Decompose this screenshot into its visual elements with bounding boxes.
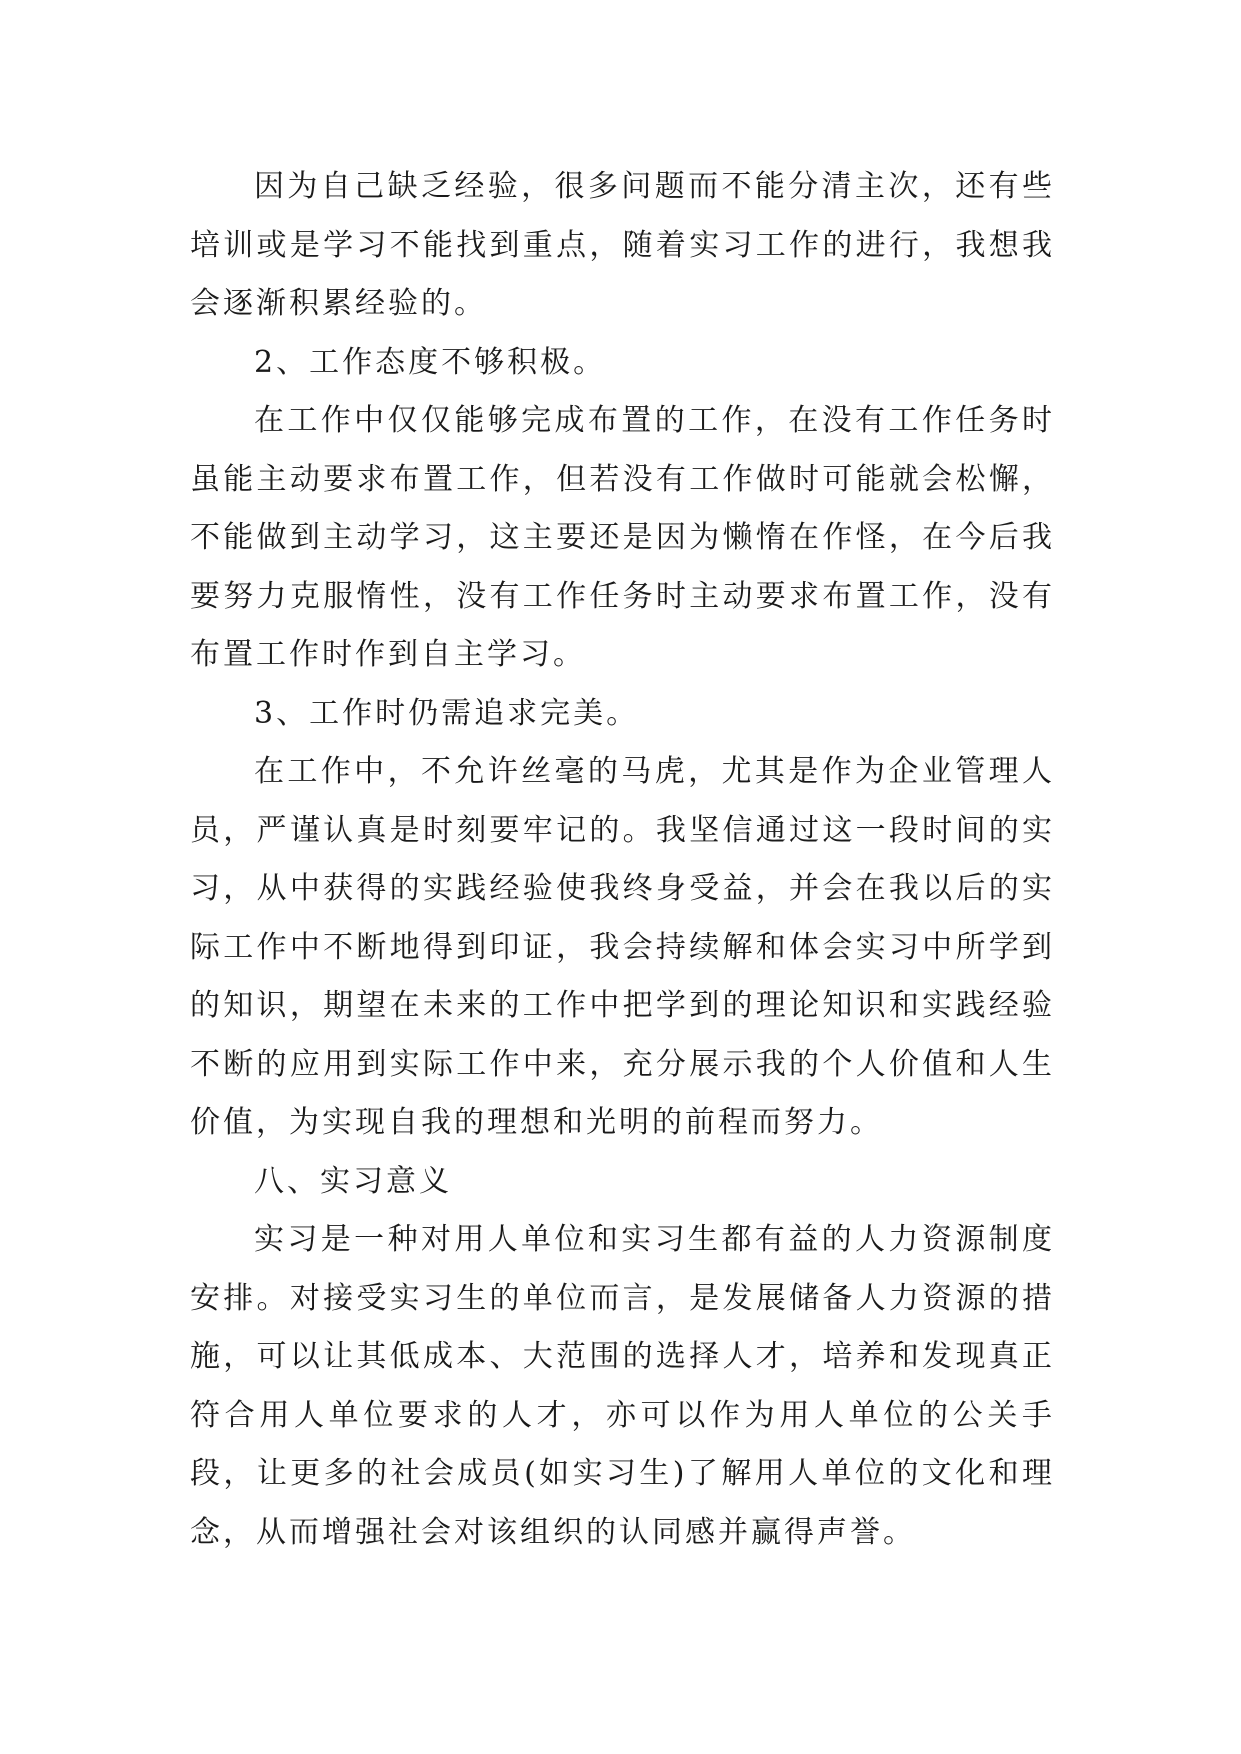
paragraph-perfection: 在工作中，不允许丝毫的马虎，尤其是作为企业管理人员，严谨认真是时刻要牢记的。我坚信通过这一段时间的实习，从中获得的实践经验使我终身受益，并会在我以后的实际工作中不断地得到印证，我会持续解和体会实习中所学到的知识，期望在未来的工作中把学到的理论知识和实践经验不断的应用到实际工作中来，充分展示我的个人价值和人生价值，为实现自我的理想和光明的前程而努力。: [190, 754, 1055, 1140]
heading-work-attitude: 2、工作态度不够积极。: [254, 344, 607, 380]
paragraph-internship-meaning: 实习是一种对用人单位和实习生都有益的人力资源制度安排。对接受实习生的单位而言，是发展储备人力资源的措施，可以让其低成本、大范围的选择人才，培养和发现真正符合用人单位要求的人才，亦可以作为用人单位的公关手段，让更多的社会成员(如实习生)了解用人单位的文化和理念，从而增强社会对该组织的认同感并赢得声誉。: [190, 1222, 1055, 1550]
heading-perfection: 3、工作时仍需追求完美。: [254, 695, 640, 731]
heading-internship-meaning: 八、实习意义: [254, 1163, 452, 1199]
document-body: [190, 158, 1055, 1562]
paragraph-work-attitude: 在工作中仅仅能够完成布置的工作，在没有工作任务时虽能主动要求布置工作，但若没有工作做时可能就会松懈，不能做到主动学习，这主要还是因为懒惰在作怪，在今后我要努力克服惰性，没有工作任务时主动要求布置工作，没有布置工作时作到自主学习。: [190, 403, 1055, 672]
paragraph-experience: 因为自己缺乏经验，很多问题而不能分清主次，还有些培训或是学习不能找到重点，随着实习工作的进行，我想我会逐渐积累经验的。: [190, 169, 1055, 321]
